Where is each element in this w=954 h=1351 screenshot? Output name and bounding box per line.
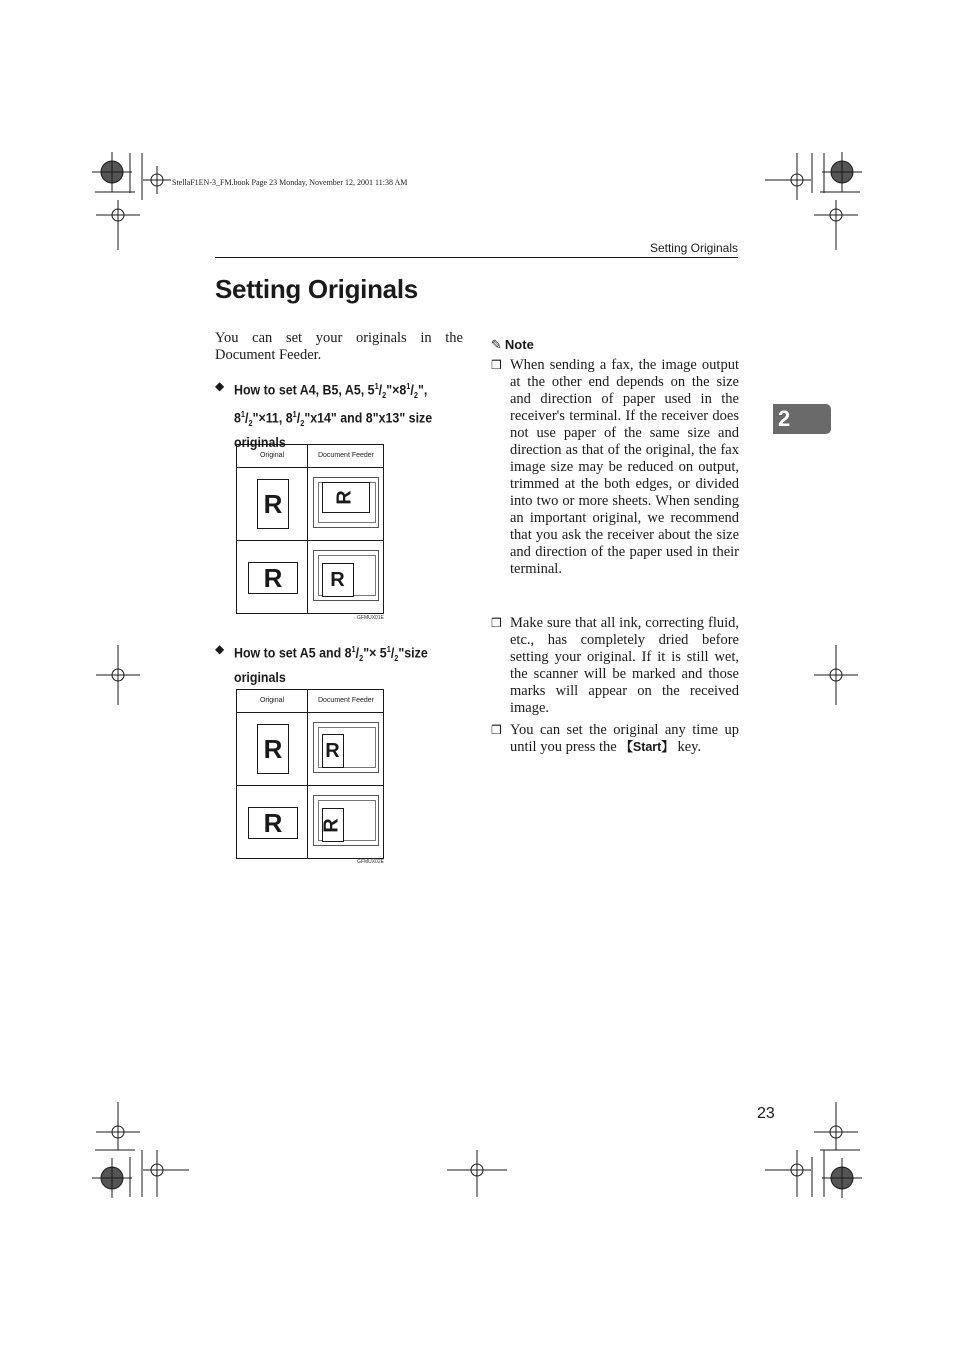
feeder-document: R xyxy=(322,734,344,768)
section-heading-1 xyxy=(215,377,464,452)
figure-1-col-original: Original xyxy=(237,445,308,467)
file-info: StellaF1EN-3_FM.book Page 23 Monday, November 12, 2001 11:38 AM xyxy=(172,178,408,187)
feeder-document: R xyxy=(322,563,354,597)
section-heading-2-text: How to set A5 and $8^1/_2"\times$ $5^1/_2"size$ originals xyxy=(234,645,428,686)
feeder-document-rotated: R xyxy=(322,808,344,842)
note-item-3: ❒ You can set the original any time up until you press the 【Start】 key. xyxy=(491,722,739,755)
page-title: Setting Originals xyxy=(215,274,418,304)
figure-2-col-feeder: Document Feeder xyxy=(317,697,375,704)
checkbox-bullet-icon: ❒ xyxy=(491,723,502,737)
figure-2-col-original: Original xyxy=(237,690,308,712)
original-portrait: R xyxy=(257,479,289,529)
page-number: 23 xyxy=(757,1105,775,1122)
original-landscape: R xyxy=(248,562,298,594)
note-item-2: ❒ Make sure that all ink, correcting fluid, etc., has completely dried before setting your original. If it is still wet, the scanner will be marked and those marks will appear on the received image. xyxy=(491,615,739,716)
original-landscape: R xyxy=(248,807,298,839)
feeder-document-rotated: R xyxy=(322,482,370,513)
start-key-label: 【Start】 xyxy=(620,740,674,754)
figure-1-col-feeder: Document Feeder xyxy=(317,452,375,459)
checkbox-bullet-icon: ❒ xyxy=(491,616,502,630)
header-rule xyxy=(215,257,738,258)
figure-2 xyxy=(236,689,384,859)
section-heading-1-text: How to set A4, B5, A5, $5^1/_2"\times 8^1/_2$", $8^1/_2"\times 11$, $8^1/_2"x14$" and 8"x13" size originals xyxy=(234,382,433,451)
figure-2-code: GFMUX02E xyxy=(357,859,384,865)
original-portrait: R xyxy=(257,724,289,774)
section-heading-2 xyxy=(215,640,464,687)
checkbox-bullet-icon: ❒ xyxy=(491,358,502,372)
figure-1-code: GFMUX01E xyxy=(357,615,384,621)
running-header: Setting Originals xyxy=(649,241,738,255)
diamond-bullet-icon: ◆ xyxy=(215,642,225,656)
note-heading: ✎ Note xyxy=(491,337,534,352)
chapter-tab: 2 xyxy=(773,404,831,434)
pencil-icon: ✎ xyxy=(491,337,502,352)
note-item-1: ❒ When sending a fax, the image output at the other end depends on the size and direction of paper used in the receiver's terminal. If the receiver does not use paper of the same size and direction as that of the original, the fax image size may be reduced on output, trimmed at the both edges, or divided into two or more sheets. When sending an important original, we recommend that you ask the receiver about the size and direction of the paper used in their terminal. xyxy=(491,357,739,577)
intro-paragraph: You can set your originals in the Document Feeder. xyxy=(215,330,463,363)
diamond-bullet-icon: ◆ xyxy=(215,379,225,393)
figure-1 xyxy=(236,444,384,614)
